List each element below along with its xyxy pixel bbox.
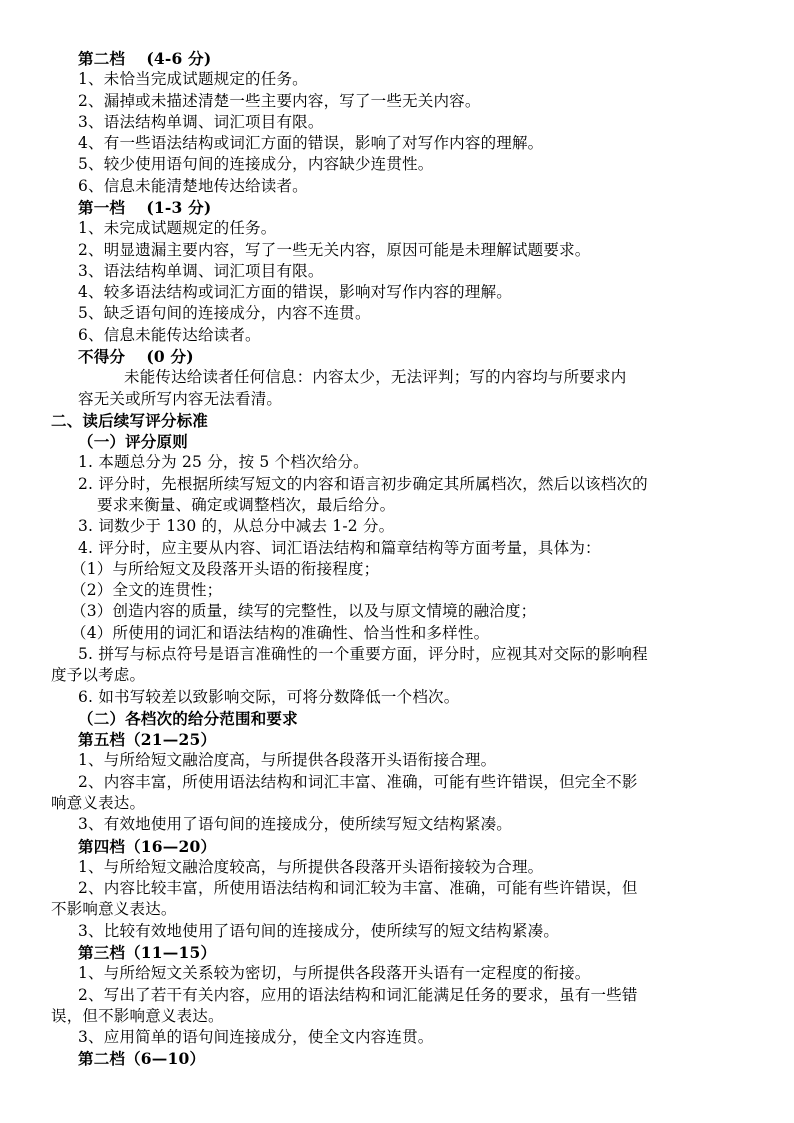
paragraph-line: 未能传达给读者任何信息：内容太少，无法评判；写的内容均与所要求内 bbox=[124, 368, 627, 386]
heading-grade-2: 第二档（6—10） bbox=[78, 1049, 206, 1068]
rule-line: 度予以考虑。 bbox=[51, 666, 146, 684]
criterion-line: 误，但不影响意义表达。 bbox=[51, 1007, 224, 1025]
subheading-principles: （一）评分原则 bbox=[78, 432, 188, 451]
criterion-line: 1、与所给短文融洽度较高，与所提供各段落开头语衔接较为合理。 bbox=[78, 858, 544, 876]
criterion-line: 不影响意义表达。 bbox=[51, 900, 177, 918]
paragraph-line: 容无关或所写内容无法看清。 bbox=[78, 390, 283, 408]
criterion-line: 5、较少使用语句间的连接成分，内容缺少连贯性。 bbox=[78, 155, 434, 173]
criterion-line: 3、语法结构单调、词汇项目有限。 bbox=[78, 262, 324, 280]
criterion-line: 2、写出了若干有关内容，应用的语法结构和词汇能满足任务的要求，虽有一些错 bbox=[78, 986, 638, 1004]
rule-subitem: （1）与所给短文及段落开头语的衔接程度； bbox=[71, 560, 380, 578]
rule-line: 2. 评分时，先根据所续写短文的内容和语言初步确定其所属档次，然后以该档次的 bbox=[78, 475, 648, 493]
rule-line: 5. 拼写与标点符号是语言准确性的一个重要方面，评分时，应视其对交际的影响程 bbox=[78, 645, 648, 663]
heading-grade-2-writing: 第二档 (4-6 分) bbox=[78, 49, 212, 68]
heading-no-score: 不得分 (0 分) bbox=[78, 347, 194, 366]
rule-subitem: （4）所使用的词汇和语法结构的准确性、恰当性和多样性。 bbox=[71, 624, 490, 642]
criterion-line: 3、语法结构单调、词汇项目有限。 bbox=[78, 113, 324, 131]
heading-grade-4: 第四档（16—20） bbox=[78, 837, 217, 856]
criterion-line: 6、信息未能清楚地传达给读者。 bbox=[78, 177, 308, 195]
criterion-line: 4、较多语法结构或词汇方面的错误，影响对写作内容的理解。 bbox=[78, 283, 512, 301]
rule-line: 3. 词数少于 130 的，从总分中减去 1-2 分。 bbox=[78, 517, 395, 535]
section-heading-continuation-writing: 二、读后续写评分标准 bbox=[51, 411, 209, 430]
criterion-line: 1、未完成试题规定的任务。 bbox=[78, 219, 277, 237]
criterion-line: 3、比较有效地使用了语句间的连接成分，使所续写的短文结构紧凑。 bbox=[78, 922, 560, 940]
rule-subitem: （3）创造内容的质量，续写的完整性，以及与原文情境的融洽度； bbox=[71, 602, 537, 620]
rule-line: 1. 本题总分为 25 分，按 5 个档次给分。 bbox=[78, 453, 369, 471]
rule-line: 6. 如书写较差以致影响交际，可将分数降低一个档次。 bbox=[78, 688, 460, 706]
criterion-line: 6、信息未能传达给读者。 bbox=[78, 326, 261, 344]
criterion-line: 2、明显遗漏主要内容，写了一些无关内容，原因可能是未理解试题要求。 bbox=[78, 241, 591, 259]
criterion-line: 1、与所给短文融洽度高，与所提供各段落开头语衔接合理。 bbox=[78, 751, 497, 769]
rule-line: 4. 评分时，应主要从内容、词汇语法结构和篇章结构等方面考量，具体为： bbox=[78, 539, 601, 557]
criterion-line: 5、缺乏语句间的连接成分，内容不连贯。 bbox=[78, 304, 371, 322]
heading-grade-1-writing: 第一档 (1-3 分) bbox=[78, 198, 212, 217]
criterion-line: 1、未恰当完成试题规定的任务。 bbox=[78, 70, 308, 88]
criterion-line: 响意义表达。 bbox=[51, 794, 146, 812]
criterion-line: 2、漏掉或未描述清楚一些主要内容，写了一些无关内容。 bbox=[78, 92, 481, 110]
heading-grade-5: 第五档（21—25） bbox=[78, 730, 217, 749]
criterion-line: 2、内容比较丰富，所使用语法结构和词汇较为丰富、准确，可能有些许错误，但 bbox=[78, 879, 638, 897]
criterion-line: 4、有一些语法结构或词汇方面的错误，影响了对写作内容的理解。 bbox=[78, 134, 544, 152]
criterion-line: 3、应用简单的语句间连接成分，使全文内容连贯。 bbox=[78, 1028, 434, 1046]
subheading-grade-ranges: （二）各档次的给分范围和要求 bbox=[78, 709, 298, 728]
rule-subitem: （2）全文的连贯性； bbox=[71, 581, 223, 599]
rule-line: 要求来衡量、确定或调整档次，最后给分。 bbox=[97, 496, 396, 514]
heading-grade-3: 第三档（11—15） bbox=[78, 943, 217, 962]
criterion-line: 1、与所给短文关系较为密切，与所提供各段落开头语有一定程度的衔接。 bbox=[78, 964, 591, 982]
criterion-line: 3、有效地使用了语句间的连接成分，使所续写短文结构紧凑。 bbox=[78, 815, 512, 833]
criterion-line: 2、内容丰富，所使用语法结构和词汇丰富、准确，可能有些许错误，但完全不影 bbox=[78, 773, 638, 791]
